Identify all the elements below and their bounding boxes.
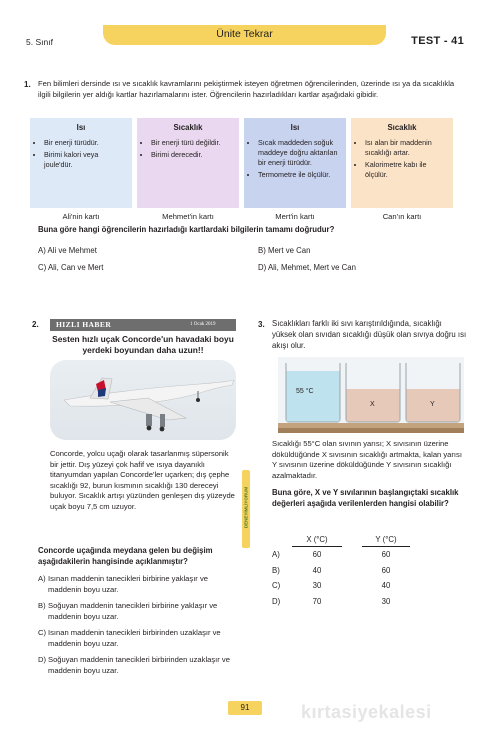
- cell-x: 30: [312, 581, 322, 591]
- side-label: DENEYİMLİYORUM: [243, 486, 249, 529]
- option-text: Isınan maddenin tanecikleri birbirine yaklaşır ve maddenin boyu uzar.: [48, 574, 208, 594]
- option-text: Isınan maddenin tanecikleri birbirinden uzaklaşır ve maddenin boyu uzar.: [48, 628, 221, 648]
- grade-label: 5. Sınıf: [26, 37, 53, 47]
- page-title: Ünite Tekrar: [216, 28, 273, 40]
- page-number: 91: [240, 703, 250, 712]
- card-mehmet: [137, 118, 239, 208]
- watermark: kırtasiyekalesi: [301, 702, 432, 722]
- q2-option-d[interactable]: [38, 655, 236, 676]
- card-owner-mehmet: Mehmet'in kartı: [162, 212, 214, 221]
- table-row[interactable]: [272, 578, 410, 594]
- question-1-stem: Buna göre hangi öğrencilerin hazırladığı kartlardaki bilgilerin tamamı doğrudur?: [38, 225, 335, 234]
- table-row[interactable]: [272, 594, 410, 610]
- card-title: Isı: [76, 123, 86, 132]
- cell-y: 60: [381, 565, 391, 575]
- cell-x: 70: [312, 597, 322, 607]
- row-label: C): [272, 581, 281, 591]
- card-item: • Birimi kalori veya joule'dür.: [44, 150, 128, 170]
- beaker-55-label: 55 °C: [296, 388, 314, 395]
- card-mert: [244, 118, 346, 208]
- card-item: • Bir enerji türüdür.: [44, 138, 128, 148]
- concorde-photo: [50, 360, 236, 440]
- card-owner-mert: Mert'in kartı: [275, 212, 315, 221]
- test-number: TEST - 41: [411, 35, 464, 47]
- beakers-illustration: [278, 355, 464, 435]
- q1-option-d[interactable]: D) Ali, Mehmet, Mert ve Can: [258, 263, 356, 272]
- question-1-number: 1.: [24, 80, 31, 89]
- card-ali: [30, 118, 132, 208]
- option-text: Soğuyan maddenin tanecikleri birbirine yaklaşır ve maddenin boyu uzar.: [48, 601, 218, 621]
- card-can: [351, 118, 453, 208]
- table-row[interactable]: [272, 563, 410, 579]
- q1-option-c[interactable]: C) Ali, Can ve Mert: [38, 263, 104, 272]
- cell-y: 30: [381, 597, 391, 607]
- cell-x: 40: [312, 565, 322, 575]
- cell-y: 40: [381, 581, 391, 591]
- table-row[interactable]: [272, 547, 410, 563]
- header-x: X (°C): [292, 535, 342, 547]
- q1-option-b[interactable]: B) Mert ve Can: [258, 246, 311, 255]
- q1-option-a[interactable]: A) Ali ve Mehmet: [38, 246, 97, 255]
- q2-option-c[interactable]: [38, 628, 236, 649]
- q2-option-a[interactable]: [38, 574, 236, 595]
- card-title: Isı: [290, 123, 300, 132]
- question-3-stem: Buna göre, X ve Y sıvılarının başlangıçtaki sıcaklık değerleri aşağıda verilenlerden hangisi olabilir?: [272, 488, 459, 508]
- cell-x: 60: [312, 550, 322, 560]
- option-text: Soğuyan maddenin tanecikleri birbirinden uzaklaşır ve maddenin boyu uzar.: [48, 655, 230, 675]
- option-label: A): [38, 574, 46, 583]
- q2-option-b[interactable]: [38, 601, 236, 622]
- card-item: • Sıcak maddeden soğuk maddeye doğru aktarılan bir enerji türüdür.: [258, 138, 342, 168]
- row-label: B): [272, 565, 280, 575]
- table-header-row: [272, 535, 410, 547]
- card-item: • Termometre ile ölçülür.: [258, 170, 342, 180]
- card-item: • Birimi derecedir.: [151, 150, 235, 160]
- card-item: • Isı alan bir maddenin sıcaklığı artar.: [365, 138, 449, 158]
- question-3-body: Sıcaklığı 55°C olan sıvının yarısı; X sıvısının üzerine döküldüğünde X sıvısının sıcaklığı artmakta, kalan yarısı Y sıvısının üzerine döküldüğünde Y sıvısının sıcaklığı azalmaktadır.: [272, 439, 462, 480]
- option-label: C): [38, 628, 47, 637]
- card-owner-ali: Ali'nin kartı: [62, 212, 100, 221]
- news-body: Concorde, yolcu uçağı olarak tasarlanmış süpersonik bir jettir. Dış yüzeyi çok hafif ve ısıya dayanıklı titanyumdan yapılan Concorde'ler uçarken; dış çephe sıcaklığı 92, burun kısmının sıcaklığı 130 dereceyi buluyor. Sıcaklık artışı yüzünden genleşen dış yüzeyde uçak boyu 7,5 cm uzuyor.: [50, 449, 235, 511]
- question-2-number: 2.: [32, 320, 39, 329]
- beaker-y-label: Y: [430, 401, 435, 408]
- row-label: D): [272, 597, 281, 607]
- card-title: Sıcaklık: [387, 123, 417, 132]
- question-1-text: Fen bilimleri dersinde ısı ve sıcaklık kavramlarını pekiştirmek isteyen öğretmen öğrencilerinden, üzerinde ısı ya da sıcaklıkla ilgili bilgilerin yer aldığı kartlar hazırlamalarını ister. Öğrencilerin hazırladıkları kartlar aşağıdaki gibidir.: [38, 79, 455, 99]
- question-2-stem: Concorde uçağında meydana gelen bu değişim aşağıdakilerin hangisinde açıklanmıştır?: [38, 546, 213, 566]
- q3-answer-table: [272, 535, 410, 609]
- option-label: D): [38, 655, 47, 664]
- card-item: • Bir enerji türü değildir.: [151, 138, 235, 148]
- question-3-number: 3.: [258, 320, 265, 329]
- row-label: A): [272, 550, 280, 560]
- card-owner-can: Can'ın kartı: [382, 212, 422, 221]
- header-y: Y (°C): [362, 535, 410, 547]
- card-title: Sıcaklık: [173, 123, 203, 132]
- option-label: B): [38, 601, 46, 610]
- news-date: 1 Ocak 2019: [190, 322, 216, 327]
- card-item: • Kalorimetre kabı ile ölçülür.: [365, 160, 449, 180]
- news-name: HIZLI HABER: [56, 320, 112, 329]
- news-headline: Sesten hızlı uçak Concorde'un havadaki boyu yerdeki boyundan daha uzun!!: [52, 334, 234, 355]
- question-3-text: Sıcaklıkları farklı iki sıvı karıştırıldığında, sıcaklığı yüksek olan sıvıdan sıcaklığı düşük olan sıvıya doğru ısı akışı olur.: [272, 319, 467, 350]
- beaker-x-label: X: [370, 401, 375, 408]
- cell-y: 60: [381, 550, 391, 560]
